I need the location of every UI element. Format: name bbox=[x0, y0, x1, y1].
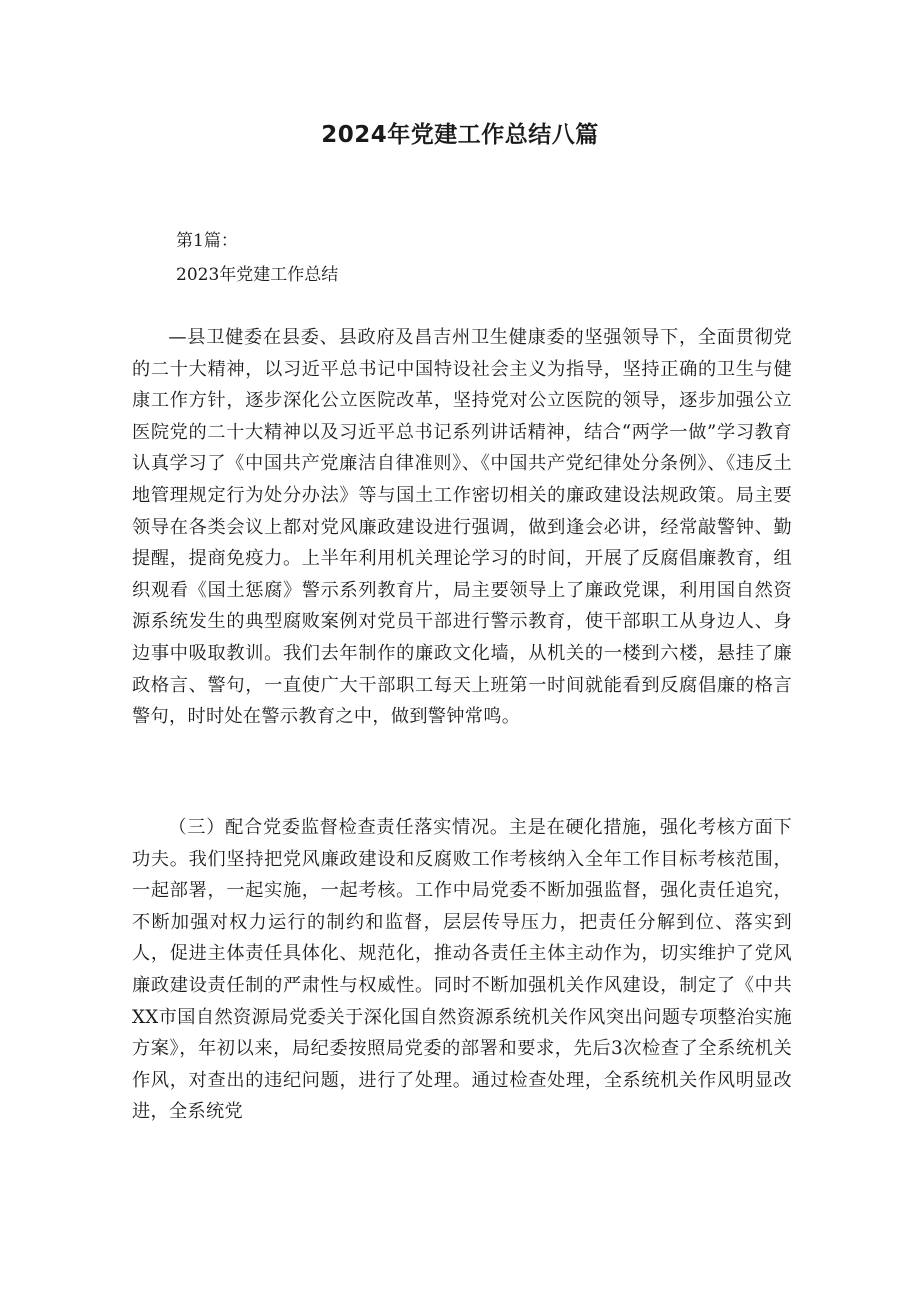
body-paragraph-1: —县卫健委在县委、县政府及昌吉州卫生健康委的坚强领导下，全面贯彻党的二十大精神，以习近平总书记中国特设社会主义为指导，坚持正确的卫生与健康工作方针，逐步深化公立医院改革，坚持党对公立医院的领导，逐步加强公立医院党的二十大精神以及习近平总书记系列讲话精神，结合“两学一做”学习教育认真学习了《中国共产党廉洁自律准则》、《中国共产党纪律处分条例》、《违反土地管理规定行为处分办法》等与国土工作密切相关的廉政建设法规政策。局主要领导在各类会议上都对党风廉政建设进行强调，做到逢会必讲，经常敲警钟、勤提醒，提商免疫力。上半年利用机关理论学习的时间，开展了反腐倡廉教育，组织观看《国土惩腐》警示系列教育片，局主要领导上了廉政党课，利用国自然资源系统发生的典型腐败案例对党员干部进行警示教育，使干部职工从身边人、身边事中吸取教训。我们去年制作的廉政文化墙，从机关的一楼到六楼，悬挂了廉政格言、警句，一直使广大干部职工每天上班第一时间就能看到反腐倡廉的格言警句，时时处在警示教育之中，做到警钟常鸣。 bbox=[132, 327, 792, 728]
section-title: 2023年党建工作总结 bbox=[176, 265, 339, 285]
document-title: 2024年党建工作总结八篇 bbox=[321, 122, 599, 148]
body-paragraph-2: （三）配合党委监督检查责任落实情况。主是在硬化措施，强化考核方面下功夫。我们坚持把党风廉政建设和反腐败工作考核纳入全年工作目标考核范围，一起部署，一起实施，一起考核。工作中局党委不断加强监督，强化责任追究，不断加强对权力运行的制约和监督，层层传导压力，把责任分解到位、落实到人，促进主体责任具体化、规范化，推动各责任主体主动作为，切实维护了党风廉政建设责任制的严肃性与权威性。同时不断加强机关作风建设，制定了《中共XX市国自然资源局党委关于深化国自然资源系统机关作风突出问题专项整治实施方案》，年初以来，局纪委按照局党委的部署和要求，先后3次检查了全系统机关作风，对查出的违纪问题，进行了处理。通过检查处理，全系统机关作风明显改进，全系统党 bbox=[132, 817, 792, 1123]
section-number: 第1篇： bbox=[176, 231, 238, 251]
